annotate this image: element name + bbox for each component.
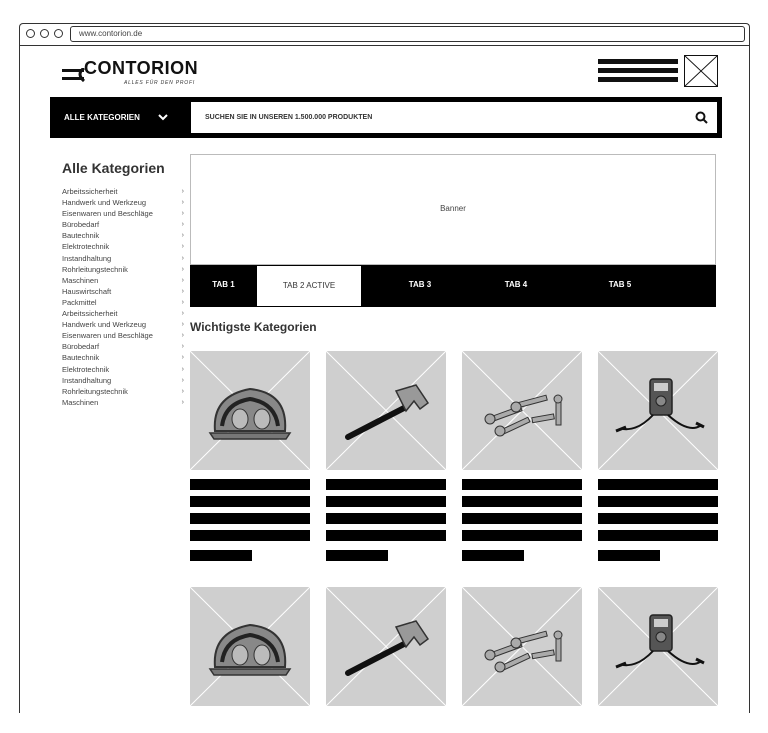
sidebar-item[interactable] [62,208,184,219]
tab-1[interactable]: TAB 1 [212,280,235,289]
chevron-right-icon: › [181,343,184,351]
section-title: Wichtigste Kategorien [190,320,317,334]
multimeter-icon [608,371,708,451]
sidebar-item-label: Handwerk und Werkzeug [62,320,147,330]
category-dropdown[interactable] [50,97,190,138]
sidebar-item-label: Rohrleitungstechnik [62,264,128,274]
tab-bar [190,265,716,307]
search-icon[interactable] [695,111,708,124]
hammer-icon [336,371,436,451]
sidebar-title: Alle Kategorien [62,160,165,176]
product-card-image[interactable] [598,587,718,706]
sidebar-item[interactable] [62,330,184,341]
helmet-icon [200,607,300,687]
chevron-right-icon: › [181,310,184,318]
tab-3[interactable]: TAB 3 [408,280,432,289]
category-dropdown-label: ALLE KATEGORIEN [64,113,140,122]
sidebar-item[interactable] [62,341,184,352]
sidebar-item-label: Instandhaltung [62,253,112,263]
product-card-image[interactable] [462,351,582,470]
sidebar-item[interactable] [62,352,184,363]
sidebar-item[interactable] [62,230,184,241]
product-card-image[interactable] [326,351,446,470]
product-text-placeholder[interactable] [190,496,310,507]
chevron-down-icon [158,112,168,122]
product-text-placeholder[interactable] [326,513,446,524]
chevron-right-icon: › [181,276,184,284]
product-text-placeholder[interactable] [326,479,446,490]
window-close-button[interactable] [26,29,35,38]
sidebar-item-label: Maschinen [62,275,99,285]
bolts-icon [472,371,572,451]
sidebar-item[interactable] [62,286,184,297]
sidebar-item-label: Elektrotechnik [62,242,110,252]
banner[interactable] [190,154,716,265]
sidebar-item-label: Hauswirtschaft [62,286,112,296]
product-card-image[interactable] [190,351,310,470]
sidebar-item[interactable] [62,275,184,286]
sidebar-item-label: Bautechnik [62,353,100,363]
sidebar-item[interactable] [62,297,184,308]
chevron-right-icon: › [181,354,184,362]
product-text-placeholder[interactable] [462,513,582,524]
sidebar-item[interactable] [62,375,184,386]
banner-label: Banner [440,204,466,213]
product-text-placeholder[interactable] [462,479,582,490]
tab-4[interactable]: TAB 4 [504,280,528,289]
window-minimize-button[interactable] [40,29,49,38]
sidebar-item-label: Bürobedarf [62,342,100,352]
sidebar-item[interactable] [62,241,184,252]
product-text-placeholder[interactable] [462,496,582,507]
chevron-right-icon: › [181,232,184,240]
category-list [62,186,184,408]
product-card-image[interactable] [190,587,310,706]
sidebar-item[interactable] [62,253,184,264]
image-placeholder-icon[interactable] [684,55,718,87]
sidebar-item[interactable] [62,386,184,397]
sidebar-item-label: Elektrotechnik [62,364,110,374]
product-price-placeholder [598,550,660,561]
hammer-icon [336,607,436,687]
chevron-right-icon: › [181,188,184,195]
sidebar-item[interactable] [62,308,184,319]
product-price-placeholder [326,550,388,561]
hamburger-menu-icon[interactable] [598,59,678,81]
browser-window [19,23,750,713]
address-bar[interactable]: www.contorion.de [70,26,745,42]
sidebar-item-label: Packmittel [62,297,97,307]
chevron-right-icon: › [181,387,184,395]
helmet-icon [200,371,300,451]
sidebar-item[interactable] [62,397,184,408]
search-placeholder: SUCHEN SIE IN UNSEREN 1.500.000 PRODUKTEN [205,114,373,121]
sidebar-item[interactable] [62,197,184,208]
product-price-placeholder [462,550,524,561]
search-input[interactable] [191,102,717,133]
chevron-right-icon: › [181,221,184,229]
product-text-placeholder[interactable] [598,513,718,524]
product-card-image[interactable] [462,587,582,706]
product-price-placeholder [190,550,252,561]
chevron-right-icon: › [181,332,184,340]
chevron-right-icon: › [181,210,184,218]
sidebar-item-label: Arbeitssicherheit [62,309,118,319]
chevron-right-icon: › [181,398,184,406]
multimeter-icon [608,607,708,687]
product-card-image[interactable] [598,351,718,470]
chevron-right-icon: › [181,376,184,384]
sidebar-item[interactable] [62,186,184,197]
chevron-right-icon: › [181,265,184,273]
sidebar-item-label: Maschinen [62,397,99,407]
chevron-right-icon: › [181,365,184,373]
tab-5[interactable]: TAB 5 [608,280,632,289]
sidebar-item[interactable] [62,219,184,230]
sidebar-item-label: Instandhaltung [62,375,112,385]
sidebar-item-label: Eisenwaren und Beschläge [62,331,153,341]
product-card-image[interactable] [326,587,446,706]
sidebar-item[interactable] [62,264,184,275]
chevron-right-icon: › [181,199,184,207]
chevron-right-icon: › [181,254,184,262]
sidebar-item-label: Arbeitssicherheit [62,187,118,196]
logo-tagline: ALLES FÜR DEN PROFI [124,80,196,86]
product-text-placeholder[interactable] [462,530,582,541]
product-text-placeholder[interactable] [326,496,446,507]
sidebar-item[interactable] [62,364,184,375]
product-text-placeholder[interactable] [190,479,310,490]
sidebar-item-label: Bautechnik [62,231,100,241]
product-text-placeholder[interactable] [326,530,446,541]
logo-text: CONTORION [84,58,199,78]
chevron-right-icon: › [181,321,184,329]
product-text-placeholder[interactable] [598,530,718,541]
search-bar [50,97,722,138]
sidebar-item-label: Eisenwaren und Beschläge [62,209,153,219]
product-text-placeholder[interactable] [190,513,310,524]
sidebar-item-label: Bürobedarf [62,220,100,230]
bolts-icon [472,607,572,687]
sidebar-item-label: Rohrleitungstechnik [62,386,128,396]
chevron-right-icon: › [181,243,184,251]
window-maximize-button[interactable] [54,29,63,38]
chevron-right-icon: › [181,298,184,306]
tab-2[interactable]: TAB 2 ACTIVE [257,266,361,306]
product-text-placeholder[interactable] [190,530,310,541]
product-text-placeholder[interactable] [598,496,718,507]
product-text-placeholder[interactable] [598,479,718,490]
sidebar-item[interactable] [62,319,184,330]
browser-chrome [20,24,749,46]
site-logo[interactable] [62,55,212,95]
sidebar-item-label: Handwerk und Werkzeug [62,198,147,208]
chevron-right-icon: › [181,287,184,295]
